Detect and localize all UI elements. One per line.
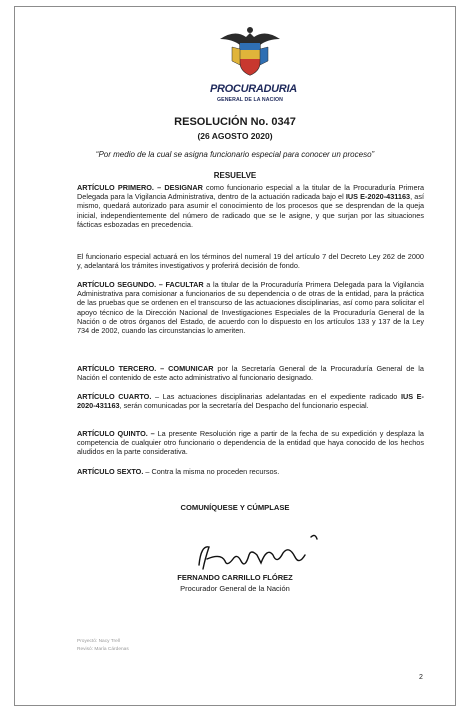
article-emphasis: ARTÍCULO TERCERO. – COMUNICAR — [77, 364, 214, 373]
logo-title: PROCURADURIA — [210, 83, 297, 95]
resuelve-heading: RESUELVE — [213, 171, 257, 180]
article-emphasis: IUS E-2020-431163 — [77, 392, 424, 411]
article-tercero — [77, 364, 424, 382]
article-body-text: , serán comunicadas por la secretaría del Despacho del funcionario especial. — [119, 401, 369, 411]
article-text — [77, 252, 424, 270]
article-primero-paragraph — [77, 252, 424, 270]
article-segundo — [77, 280, 424, 335]
article-body-text: a la titular de la Procuraduría Primera Delegada para la Vigilancia Administrativa para comisionar a funcionarios de su dependencia o de otras de la entidad, para la práctica de las pruebas que se ordenen en el transcurso de las actuaciones disciplinarias, así como para solicitar el apoyo técnico de la Dirección Nacional de Investigaciones Especiales de la Procuraduría General de la Nación o de otros órganos del Estado, de acuerdo con lo dispuesto en los artículos 133 y 137 de la Ley 734 de 2002, cuando las circunstancias lo ameriten. — [77, 280, 424, 336]
resolution-purpose: “Por medio de la cual se asigna funcionario especial para conocer un proceso” — [95, 150, 375, 159]
article-quinto — [77, 429, 424, 457]
article-emphasis: ARTÍCULO QUINTO. – — [77, 429, 155, 438]
closing-formula: COMUNÍQUESE Y CÚMPLASE — [180, 503, 290, 512]
article-text — [77, 467, 424, 476]
footnote-projected: Proyectó: Nacy Trell — [77, 639, 120, 644]
article-body-text: como funcionario especial a la titular de la Procuraduría Primera Delegada para la Vigilancia Administrativa, dentro de la actuación radicada bajo el — [77, 183, 425, 202]
article-text — [77, 429, 424, 457]
coat-of-arms-icon — [210, 21, 290, 83]
article-body-text: , así mismo, quedará autorizado para asumir el conocimiento de los procesos que se desprendan de la queja inicial, independientemente del número de radicado que se le asigne, y que surjan por las situaciones fácticas esbozadas en precedencia. — [77, 192, 424, 229]
handwritten-signature — [191, 525, 341, 577]
article-emphasis: ARTÍCULO CUARTO. — [77, 392, 152, 401]
article-emphasis: ARTÍCULO PRIMERO. – DESIGNAR — [77, 183, 203, 192]
article-emphasis: ARTÍCULO SEGUNDO. – FACULTAR — [77, 280, 204, 289]
article-body-text: La presente Resolución rige a partir de la fecha de su expedición y desplaza la competencia de cualquier otro funcionario o dependencia de la entidad que haya conocido de los hechos aludidos en la parte considerativa. — [77, 429, 424, 457]
footnote-reviewed: Revisó: María Cárdenas — [77, 647, 129, 652]
article-primero — [77, 183, 424, 229]
procuraduria-logo — [210, 21, 297, 111]
article-body-text: – Contra la misma no proceden recursos. — [143, 467, 280, 476]
article-text — [77, 280, 424, 335]
article-text — [77, 364, 424, 382]
article-emphasis: ARTÍCULO SEXTO. — [77, 467, 144, 476]
signer-name: FERNANDO CARRILLO FLÓREZ — [177, 573, 293, 582]
page-number: 2 — [419, 674, 423, 681]
article-text — [77, 183, 424, 229]
article-emphasis: IUS E-2020-431163 — [345, 192, 411, 202]
article-body-text: El funcionario especial actuará en los términos del numeral 19 del artículo 7 del Decreto Ley 262 de 2000 y, adelantará los trámites investigativos y proferirá decisión de fondo. — [77, 252, 424, 271]
resolution-number: RESOLUCIÓN No. 0347 — [174, 116, 296, 128]
signer-role: Procurador General de la Nación — [180, 584, 290, 593]
article-sexto — [77, 467, 424, 476]
logo-subtitle: GENERAL DE LA NACION — [217, 97, 283, 103]
article-body-text: – Las actuaciones disciplinarias adelantadas en el expediente radicado — [151, 392, 401, 401]
resolution-date: (26 AGOSTO 2020) — [197, 131, 273, 141]
document-page — [14, 6, 456, 706]
article-body-text: por la Secretaría General de la Procuraduría General de la Nación el contenido de este acto administrativo al funcionario designado. — [77, 364, 424, 383]
article-text — [77, 392, 424, 410]
article-cuarto — [77, 392, 424, 410]
